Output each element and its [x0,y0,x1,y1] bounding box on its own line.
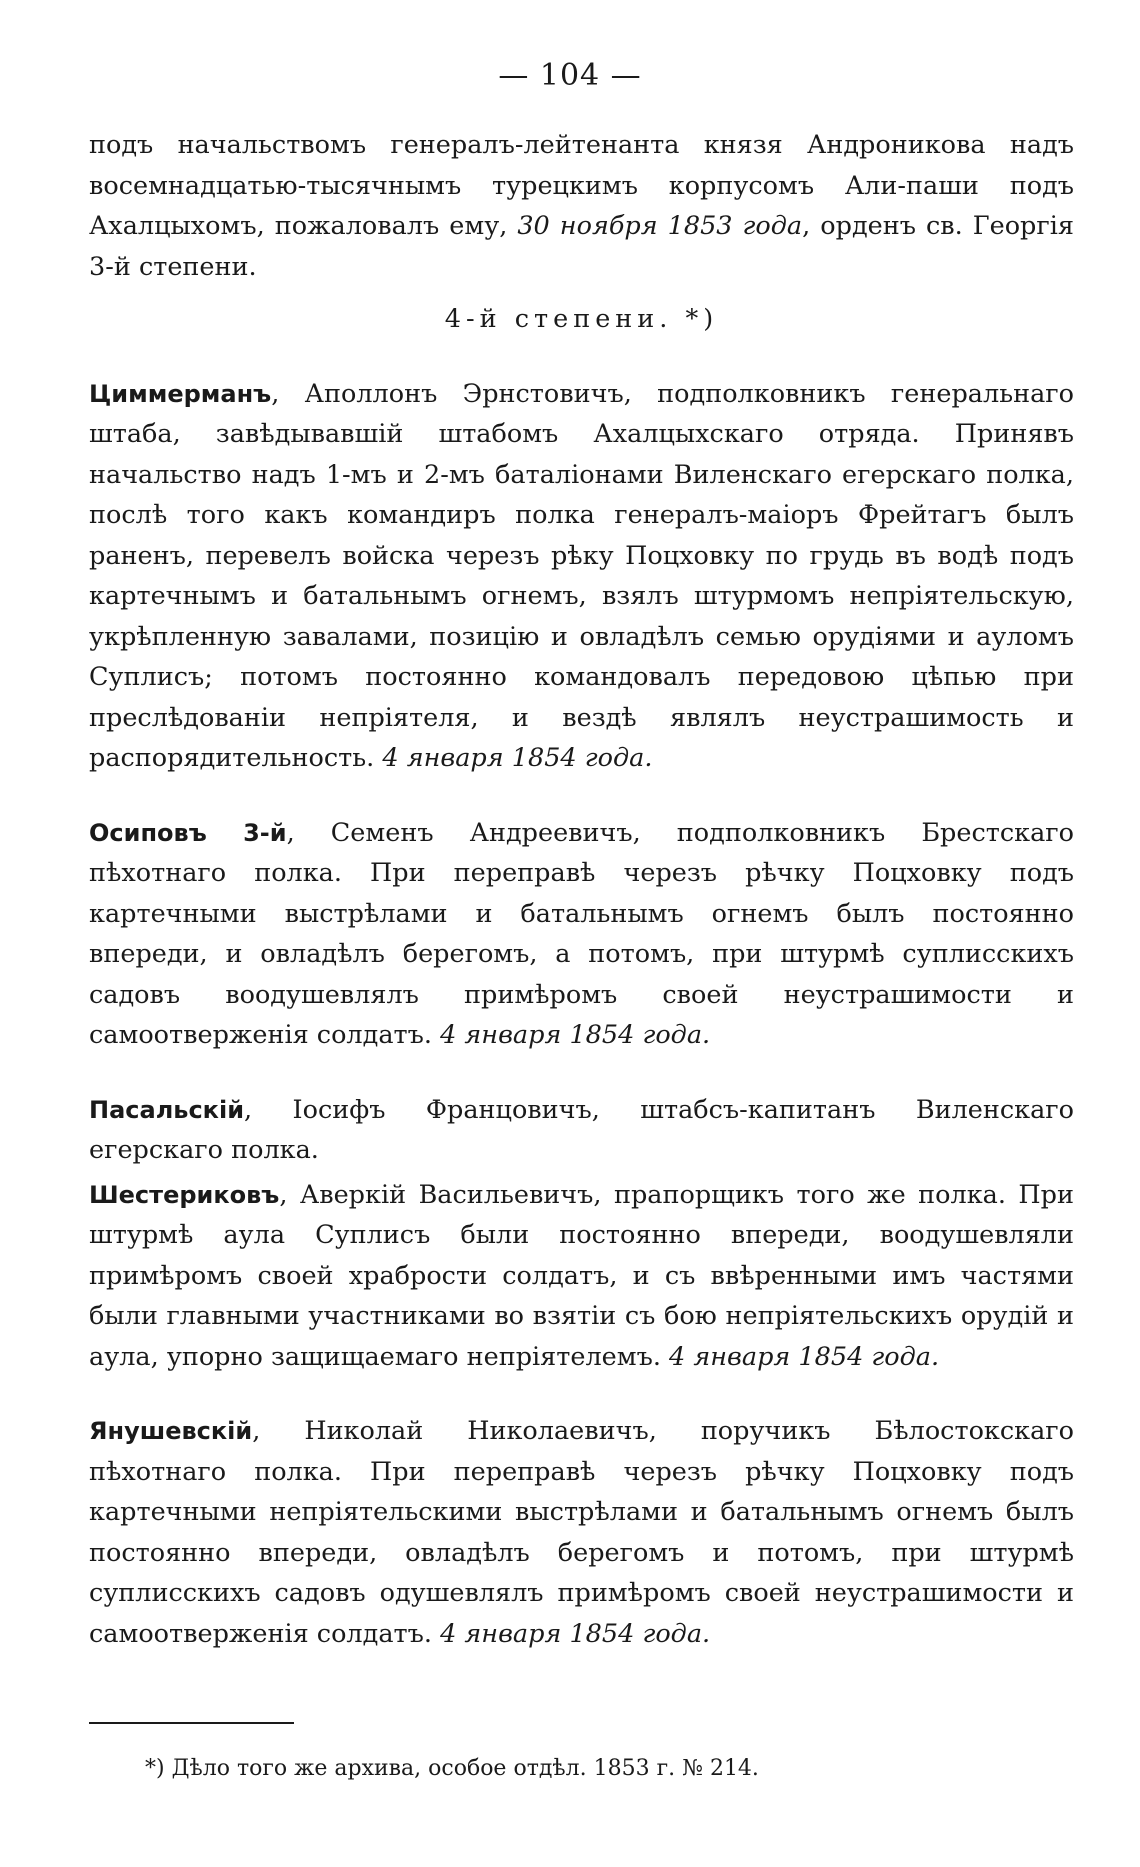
footnote-mark: *) [672,304,719,334]
entry-0 [89,374,1074,779]
entry-date: 4 января 1854 года. [440,1618,711,1649]
section-heading-text: 4-й степени. [444,304,673,334]
entry-date: 4 января 1854 года. [382,743,653,773]
intro-tail: , орденъ св. Георгія 3-й степени. [89,211,1074,282]
entry-text: , Семенъ Андреевичъ, подполковникъ Брестскаго пѣхотнаго полка. При переправѣ черезъ рѣчку Поцховку подъ картечными выстрѣлами и батальнымъ огнемъ былъ постоянно впереди, и овладѣлъ берегомъ, а потомъ, при штурмѣ суплисскихъ садовъ воодушевлялъ примѣромъ своей неустрашимости и самоотверженія солдатъ. [89,817,1074,1050]
section-heading [89,299,1074,340]
entry-name: Янушевскій [89,1417,253,1445]
intro-date: 30 ноября 1853 года [517,211,803,241]
entry-text: , Николай Николаевичъ, поручикъ Бѣлостокскаго пѣхотнаго полка. При переправѣ черезъ рѣчку Поцховку подъ картечными непріятельскими выстрѣлами и батальнымъ огнемъ былъ постоянно впереди, овладѣлъ берегомъ и потомъ, при штурмѣ суплисскихъ садовъ одушевлялъ примѣромъ своей неустрашимости и самоотверженія солдатъ. [89,1416,1074,1649]
entry-text: , Іосифъ Францовичъ, штабсъ-капитанъ Виленскаго егерскаго полка. [89,1094,1074,1165]
footnote: *) Дѣло того же архива, особое отдѣл. 1853 г. № 214. [145,1756,759,1781]
entry-text: , Аполлонъ Эрнстовичъ, подполковникъ генеральнаго штаба, завѣдывавшій штабомъ Ахалцыхскаго отряда. Принявъ начальство надъ 1-мъ и 2-мъ баталіонами Виленскаго егерскаго полка, послѣ того какъ командиръ полка генералъ-маіоръ Фрейтагъ былъ раненъ, перевелъ войска черезъ рѣку Поцховку по грудь въ водѣ подъ картечнымъ и батальнымъ огнемъ, взялъ штурмомъ непріятельскую, укрѣпленную завалами, позицію и овладѣлъ семью орудіями и ауломъ Суплисъ; потомъ постоянно командовалъ передовою цѣпью при преслѣдованіи непріятеля, и вездѣ являлъ неустрашимость и распорядительность. [89,378,1074,773]
entry-4 [89,1411,1074,1654]
entry-3 [89,1175,1074,1378]
entry-name: Циммерманъ [89,379,272,408]
entry-2 [89,1090,1074,1171]
footnote-divider [89,1722,294,1724]
intro-paragraph [89,125,1074,287]
page-number: — 104 — [498,58,642,93]
entry-date: 4 января 1854 года. [440,1020,711,1050]
entry-name: Шестериковъ [89,1180,280,1209]
entry-name: Осиповъ 3-й [89,818,287,847]
entry-1 [89,813,1074,1056]
entry-name: Пасальскій [89,1095,245,1124]
body-text [89,125,1074,1654]
entry-date: 4 января 1854 года. [669,1341,940,1372]
entry-text: , Аверкій Васильевичъ, прапорщикъ того же полка. При штурмѣ аула Суплисъ были постоянно впереди, воодушевляли примѣромъ своей храбрости солдатъ, и съ ввѣренными имъ частями были главными участниками во взятіи съ бою непріятельскихъ орудій и аула, упорно защищаемаго непріятелемъ. [89,1179,1074,1372]
intro-text: подъ начальствомъ генералъ-лейтенанта князя Андроникова надъ восемнадцатью-тысячнымъ турецкимъ корпусомъ Али-паши подъ Ахалцыхомъ, пожаловалъ ему, [89,130,1074,241]
